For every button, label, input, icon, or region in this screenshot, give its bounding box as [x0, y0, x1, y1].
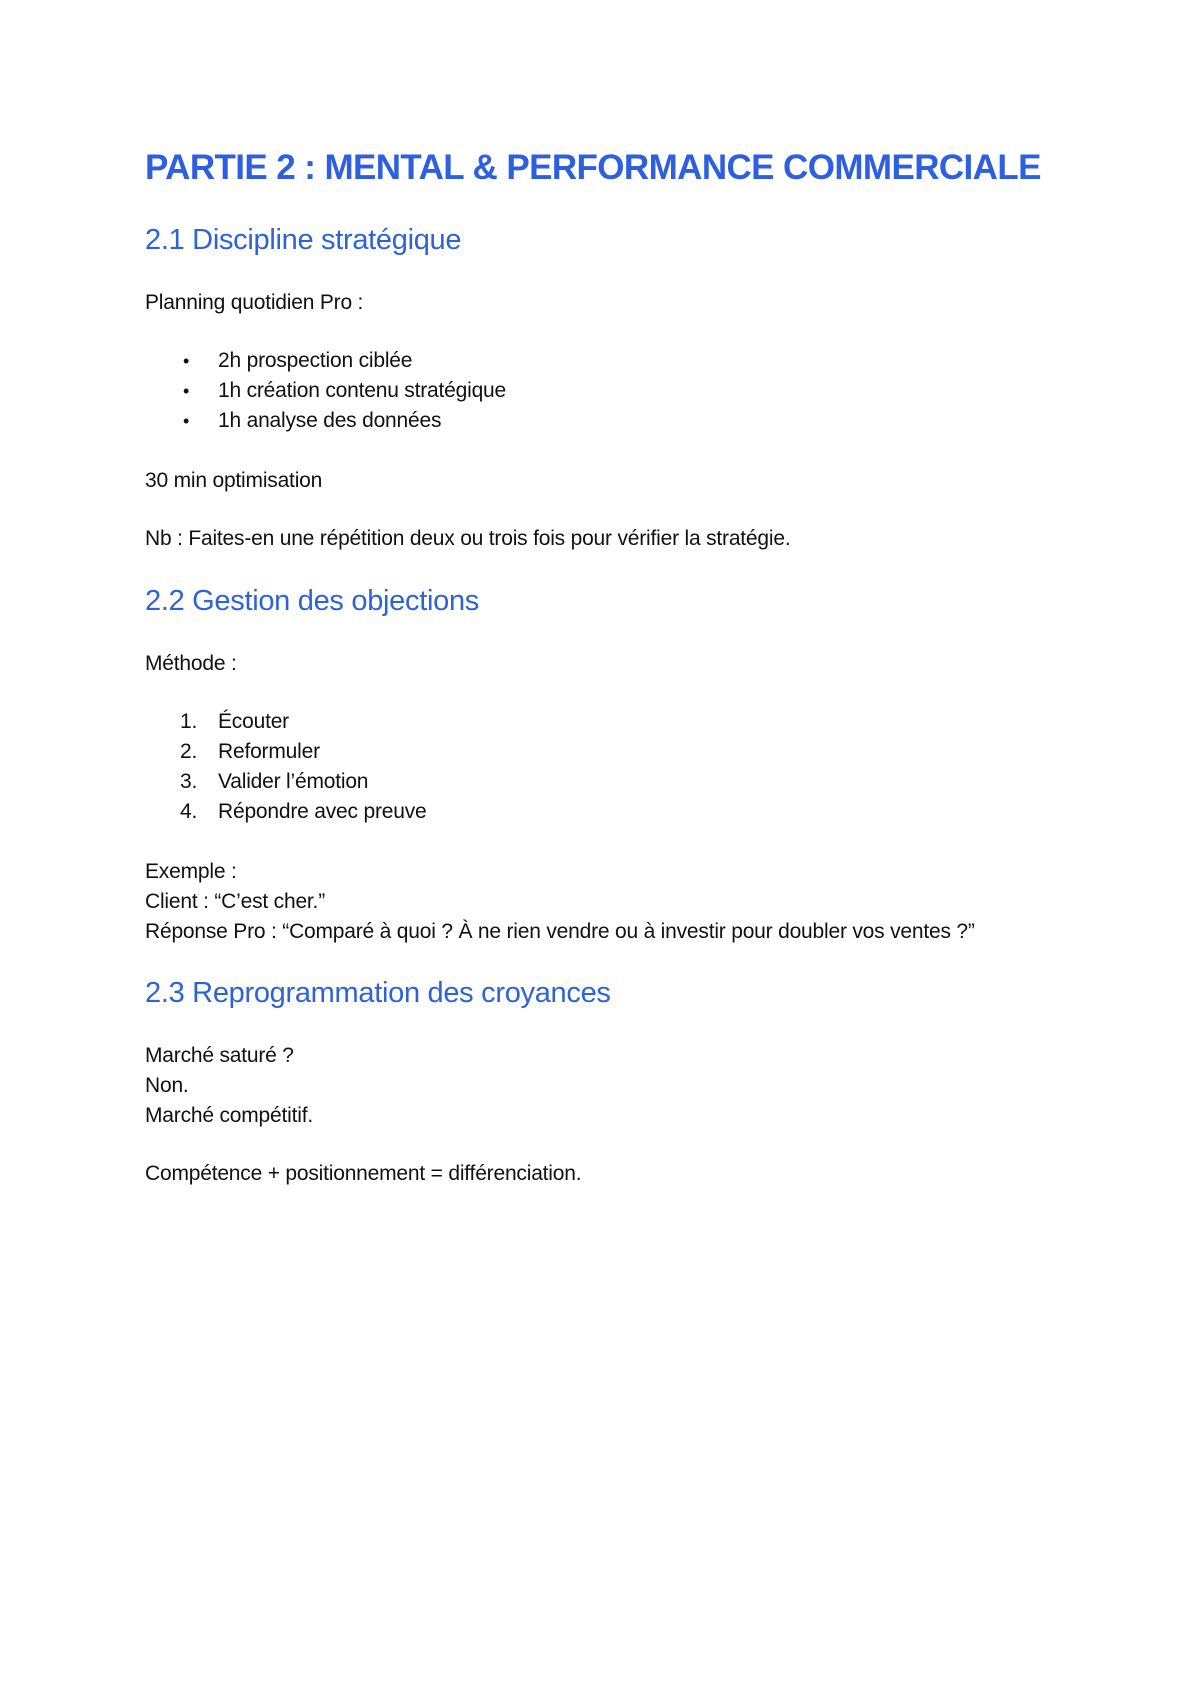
list-item-text: Valider l’émotion	[218, 770, 369, 793]
bullet-icon: •	[183, 411, 190, 431]
list-item	[145, 346, 506, 376]
list-item	[145, 707, 426, 737]
section-heading-2-1: 2.1 Discipline stratégique	[145, 224, 462, 256]
method-intro: Méthode :	[145, 652, 237, 675]
list-item	[145, 767, 426, 797]
bullet-icon: •	[183, 351, 190, 371]
list-item-text: Reformuler	[218, 740, 320, 763]
list-item-text: 2h prospection ciblée	[218, 349, 413, 372]
document-title: PARTIE 2 : MENTAL & PERFORMANCE COMMERCIALE	[145, 148, 1041, 187]
strategy-note: Nb : Faites-en une répétition deux ou trois fois pour vérifier la stratégie.	[145, 527, 791, 550]
planning-intro: Planning quotidien Pro :	[145, 291, 364, 314]
step-number: 1.	[180, 710, 198, 733]
list-item	[145, 406, 506, 436]
list-item-text: 1h création contenu stratégique	[218, 379, 507, 402]
list-item-text: 1h analyse des données	[218, 409, 442, 432]
step-number: 2.	[180, 740, 198, 763]
planning-bullet-list	[145, 346, 506, 436]
example-client-line: Client : “C’est cher.”	[145, 890, 325, 913]
step-number: 3.	[180, 770, 198, 793]
optimisation-line: 30 min optimisation	[145, 469, 323, 492]
list-item	[145, 376, 506, 406]
example-response-line: Réponse Pro : “Comparé à quoi ? À ne rien vendre ou à investir pour doubler vos ventes ?”	[145, 920, 975, 943]
section-heading-2-2: 2.2 Gestion des objections	[145, 585, 479, 617]
belief-line: Marché compétitif.	[145, 1104, 313, 1127]
section-heading-2-3: 2.3 Reprogrammation des croyances	[145, 977, 611, 1009]
belief-line: Marché saturé ?	[145, 1044, 294, 1067]
list-item-text: Répondre avec preuve	[218, 800, 427, 823]
belief-line: Non.	[145, 1074, 189, 1097]
bullet-icon: •	[183, 381, 190, 401]
belief-conclusion: Compétence + positionnement = différenciation.	[145, 1162, 582, 1185]
method-steps-list	[145, 707, 426, 827]
step-number: 4.	[180, 800, 198, 823]
list-item-text: Écouter	[218, 710, 289, 733]
list-item	[145, 797, 426, 827]
list-item	[145, 737, 426, 767]
example-label: Exemple :	[145, 860, 237, 883]
